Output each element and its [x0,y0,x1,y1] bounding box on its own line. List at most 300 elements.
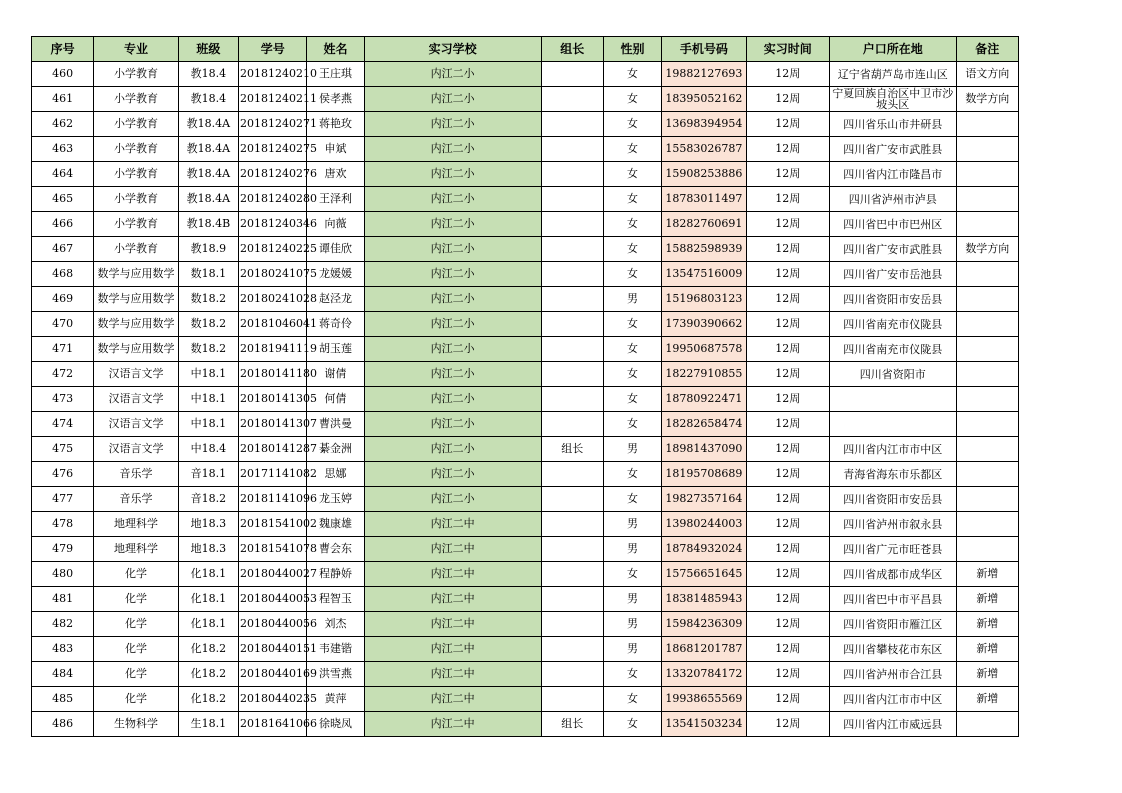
cell-student-id[interactable]: 20181240225 [239,237,307,262]
cell-name[interactable]: 刘杰 [307,612,364,637]
cell-student-id[interactable]: 20171141082 [239,462,307,487]
header-leader[interactable]: 组长 [541,37,603,62]
cell-hometown[interactable]: 四川省南充市仪陇县 [829,337,956,362]
cell-major[interactable]: 汉语言文学 [94,412,178,437]
cell-duration[interactable]: 12周 [746,262,829,287]
cell-notes[interactable] [956,262,1018,287]
cell-student-id[interactable]: 20181240280 [239,187,307,212]
cell-gender[interactable]: 女 [603,712,661,737]
cell-name[interactable]: 唐欢 [307,162,364,187]
header-gender[interactable]: 性别 [603,37,661,62]
cell-school[interactable]: 内江二小 [364,487,541,512]
cell-gender[interactable]: 女 [603,137,661,162]
cell-class[interactable]: 化18.1 [178,612,238,637]
header-index[interactable]: 序号 [32,37,94,62]
cell-gender[interactable]: 女 [603,662,661,687]
cell-name[interactable]: 谢倩 [307,362,364,387]
cell-leader[interactable] [541,412,603,437]
header-phone[interactable]: 手机号码 [662,37,746,62]
cell-leader[interactable] [541,312,603,337]
cell-student-id[interactable]: 20180241028 [239,287,307,312]
cell-leader[interactable] [541,612,603,637]
cell-gender[interactable]: 女 [603,187,661,212]
cell-phone[interactable]: 15756651645 [662,562,746,587]
cell-index[interactable]: 476 [32,462,94,487]
cell-student-id[interactable]: 20180440056 [239,612,307,637]
cell-phone[interactable]: 18784932024 [662,537,746,562]
cell-name[interactable]: 王庄琪 [307,62,364,87]
cell-leader[interactable] [541,487,603,512]
cell-school[interactable]: 内江二小 [364,62,541,87]
cell-hometown[interactable]: 辽宁省葫芦岛市连山区 [829,62,956,87]
cell-class[interactable]: 中18.1 [178,387,238,412]
cell-gender[interactable]: 女 [603,162,661,187]
cell-notes[interactable] [956,312,1018,337]
cell-class[interactable]: 数18.2 [178,287,238,312]
cell-student-id[interactable]: 20180440169 [239,662,307,687]
cell-phone[interactable]: 19938655569 [662,687,746,712]
cell-hometown[interactable]: 四川省巴中市平昌县 [829,587,956,612]
cell-hometown[interactable]: 四川省攀枝花市东区 [829,637,956,662]
cell-class[interactable]: 数18.1 [178,262,238,287]
cell-gender[interactable]: 女 [603,262,661,287]
cell-school[interactable]: 内江二中 [364,512,541,537]
cell-index[interactable]: 461 [32,87,94,112]
cell-index[interactable]: 485 [32,687,94,712]
cell-school[interactable]: 内江二中 [364,537,541,562]
cell-hometown[interactable]: 四川省广安市武胜县 [829,137,956,162]
cell-hometown[interactable]: 宁夏回族自治区中卫市沙坡头区 [829,87,956,112]
cell-name[interactable]: 洪雪燕 [307,662,364,687]
cell-major[interactable]: 数学与应用数学 [94,287,178,312]
cell-leader[interactable] [541,137,603,162]
cell-major[interactable]: 汉语言文学 [94,437,178,462]
cell-notes[interactable] [956,187,1018,212]
cell-name[interactable]: 曹洪曼 [307,412,364,437]
cell-index[interactable]: 473 [32,387,94,412]
cell-leader[interactable] [541,587,603,612]
cell-major[interactable]: 化学 [94,562,178,587]
cell-duration[interactable]: 12周 [746,462,829,487]
cell-school[interactable]: 内江二中 [364,562,541,587]
cell-leader[interactable] [541,512,603,537]
cell-leader[interactable] [541,662,603,687]
cell-class[interactable]: 中18.1 [178,412,238,437]
cell-student-id[interactable]: 20180141305 [239,387,307,412]
cell-class[interactable]: 数18.2 [178,337,238,362]
cell-class[interactable]: 教18.4A [178,112,238,137]
cell-major[interactable]: 汉语言文学 [94,362,178,387]
cell-major[interactable]: 数学与应用数学 [94,337,178,362]
cell-index[interactable]: 471 [32,337,94,362]
cell-hometown[interactable]: 四川省广安市岳池县 [829,262,956,287]
cell-hometown[interactable]: 四川省广元市旺苍县 [829,537,956,562]
cell-notes[interactable] [956,162,1018,187]
cell-school[interactable]: 内江二小 [364,187,541,212]
cell-name[interactable]: 向薇 [307,212,364,237]
cell-student-id[interactable]: 20181240275 [239,137,307,162]
cell-hometown[interactable]: 青海省海东市乐都区 [829,462,956,487]
cell-name[interactable]: 侯孝燕 [307,87,364,112]
cell-school[interactable]: 内江二中 [364,662,541,687]
cell-phone[interactable]: 18282658474 [662,412,746,437]
cell-name[interactable]: 龙媛媛 [307,262,364,287]
cell-student-id[interactable]: 20181541078 [239,537,307,562]
cell-name[interactable]: 程智玉 [307,587,364,612]
header-class[interactable]: 班级 [178,37,238,62]
cell-notes[interactable] [956,362,1018,387]
cell-school[interactable]: 内江二小 [364,387,541,412]
cell-index[interactable]: 462 [32,112,94,137]
cell-notes[interactable]: 新增 [956,687,1018,712]
cell-class[interactable]: 生18.1 [178,712,238,737]
cell-name[interactable]: 徐晓凤 [307,712,364,737]
cell-name[interactable]: 綦金洲 [307,437,364,462]
header-notes[interactable]: 备注 [956,37,1018,62]
cell-notes[interactable] [956,437,1018,462]
cell-duration[interactable]: 12周 [746,187,829,212]
cell-gender[interactable]: 男 [603,437,661,462]
cell-gender[interactable]: 男 [603,587,661,612]
cell-phone[interactable]: 18681201787 [662,637,746,662]
cell-leader[interactable] [541,187,603,212]
cell-notes[interactable] [956,512,1018,537]
cell-class[interactable]: 数18.2 [178,312,238,337]
cell-school[interactable]: 内江二小 [364,337,541,362]
cell-duration[interactable]: 12周 [746,237,829,262]
cell-student-id[interactable]: 20180440053 [239,587,307,612]
cell-name[interactable]: 韦建锴 [307,637,364,662]
cell-duration[interactable]: 12周 [746,662,829,687]
cell-hometown[interactable]: 四川省内江市隆昌市 [829,162,956,187]
cell-major[interactable]: 地理科学 [94,512,178,537]
cell-notes[interactable]: 新增 [956,612,1018,637]
cell-hometown[interactable]: 四川省资阳市安岳县 [829,287,956,312]
cell-phone[interactable]: 18282760691 [662,212,746,237]
cell-duration[interactable]: 12周 [746,687,829,712]
cell-duration[interactable]: 12周 [746,562,829,587]
cell-duration[interactable]: 12周 [746,112,829,137]
cell-school[interactable]: 内江二小 [364,287,541,312]
cell-leader[interactable] [541,62,603,87]
cell-duration[interactable]: 12周 [746,312,829,337]
cell-leader[interactable] [541,537,603,562]
cell-hometown[interactable]: 四川省内江市市中区 [829,437,956,462]
cell-name[interactable]: 蒋艳玫 [307,112,364,137]
cell-major[interactable]: 小学教育 [94,87,178,112]
cell-class[interactable]: 化18.1 [178,587,238,612]
cell-student-id[interactable]: 20180141180 [239,362,307,387]
cell-duration[interactable]: 12周 [746,637,829,662]
cell-index[interactable]: 465 [32,187,94,212]
cell-gender[interactable]: 女 [603,212,661,237]
cell-major[interactable]: 小学教育 [94,137,178,162]
cell-major[interactable]: 音乐学 [94,487,178,512]
cell-phone[interactable]: 18381485943 [662,587,746,612]
cell-major[interactable]: 地理科学 [94,537,178,562]
cell-gender[interactable]: 女 [603,412,661,437]
cell-notes[interactable]: 语文方向 [956,62,1018,87]
cell-student-id[interactable]: 20181141096 [239,487,307,512]
cell-class[interactable]: 教18.4A [178,137,238,162]
cell-notes[interactable] [956,287,1018,312]
header-student-id[interactable]: 学号 [239,37,307,62]
cell-student-id[interactable]: 20180141287 [239,437,307,462]
cell-duration[interactable]: 12周 [746,387,829,412]
cell-phone[interactable]: 15984236309 [662,612,746,637]
cell-hometown[interactable]: 四川省泸州市泸县 [829,187,956,212]
header-name[interactable]: 姓名 [307,37,364,62]
cell-hometown[interactable]: 四川省泸州市合江县 [829,662,956,687]
cell-hometown[interactable]: 四川省成都市成华区 [829,562,956,587]
cell-hometown[interactable]: 四川省资阳市 [829,362,956,387]
cell-phone[interactable]: 17390390662 [662,312,746,337]
cell-hometown[interactable]: 四川省内江市威远县 [829,712,956,737]
cell-gender[interactable]: 女 [603,237,661,262]
cell-major[interactable]: 数学与应用数学 [94,312,178,337]
cell-duration[interactable]: 12周 [746,212,829,237]
cell-phone[interactable]: 13320784172 [662,662,746,687]
cell-notes[interactable] [956,137,1018,162]
cell-leader[interactable] [541,262,603,287]
cell-index[interactable]: 481 [32,587,94,612]
cell-leader[interactable] [541,87,603,112]
cell-duration[interactable]: 12周 [746,87,829,112]
cell-student-id[interactable]: 20181240211 [239,87,307,112]
cell-gender[interactable]: 女 [603,562,661,587]
cell-duration[interactable]: 12周 [746,62,829,87]
cell-duration[interactable]: 12周 [746,512,829,537]
cell-student-id[interactable]: 20180440235 [239,687,307,712]
cell-major[interactable]: 小学教育 [94,62,178,87]
cell-name[interactable]: 谭佳欣 [307,237,364,262]
cell-class[interactable]: 音18.2 [178,487,238,512]
cell-leader[interactable] [541,337,603,362]
cell-duration[interactable]: 12周 [746,137,829,162]
cell-student-id[interactable]: 20181046041 [239,312,307,337]
cell-phone[interactable]: 13980244003 [662,512,746,537]
cell-leader[interactable] [541,687,603,712]
cell-duration[interactable]: 12周 [746,162,829,187]
cell-leader[interactable] [541,462,603,487]
cell-duration[interactable]: 12周 [746,287,829,312]
cell-major[interactable]: 生物科学 [94,712,178,737]
cell-gender[interactable]: 女 [603,337,661,362]
cell-phone[interactable]: 18981437090 [662,437,746,462]
cell-name[interactable]: 思娜 [307,462,364,487]
cell-leader[interactable] [541,162,603,187]
cell-student-id[interactable]: 20181941119 [239,337,307,362]
cell-school[interactable]: 内江二中 [364,587,541,612]
cell-hometown[interactable]: 四川省内江市市中区 [829,687,956,712]
cell-student-id[interactable]: 20181240210 [239,62,307,87]
cell-leader[interactable] [541,212,603,237]
cell-index[interactable]: 474 [32,412,94,437]
cell-major[interactable]: 化学 [94,662,178,687]
cell-index[interactable]: 478 [32,512,94,537]
cell-phone[interactable]: 15882598939 [662,237,746,262]
cell-notes[interactable] [956,212,1018,237]
cell-student-id[interactable]: 20181240346 [239,212,307,237]
cell-index[interactable]: 463 [32,137,94,162]
cell-notes[interactable]: 数学方向 [956,237,1018,262]
cell-major[interactable]: 化学 [94,637,178,662]
cell-notes[interactable]: 新增 [956,637,1018,662]
cell-school[interactable]: 内江二小 [364,137,541,162]
cell-major[interactable]: 小学教育 [94,212,178,237]
cell-duration[interactable]: 12周 [746,362,829,387]
cell-gender[interactable]: 女 [603,462,661,487]
cell-leader[interactable] [541,362,603,387]
cell-name[interactable]: 胡玉莲 [307,337,364,362]
cell-notes[interactable] [956,537,1018,562]
cell-index[interactable]: 483 [32,637,94,662]
cell-class[interactable]: 音18.1 [178,462,238,487]
cell-gender[interactable]: 女 [603,387,661,412]
cell-name[interactable]: 程静娇 [307,562,364,587]
cell-hometown[interactable]: 四川省乐山市井研县 [829,112,956,137]
cell-phone[interactable]: 19950687578 [662,337,746,362]
cell-hometown[interactable]: 四川省广安市武胜县 [829,237,956,262]
cell-student-id[interactable]: 20180241075 [239,262,307,287]
cell-phone[interactable]: 15908253886 [662,162,746,187]
cell-phone[interactable]: 18195708689 [662,462,746,487]
cell-index[interactable]: 467 [32,237,94,262]
cell-major[interactable]: 化学 [94,587,178,612]
cell-school[interactable]: 内江二中 [364,712,541,737]
cell-hometown[interactable]: 四川省泸州市叙永县 [829,512,956,537]
cell-student-id[interactable]: 20180440151 [239,637,307,662]
cell-class[interactable]: 教18.4A [178,187,238,212]
cell-duration[interactable]: 12周 [746,712,829,737]
cell-major[interactable]: 数学与应用数学 [94,262,178,287]
cell-notes[interactable]: 数学方向 [956,87,1018,112]
cell-notes[interactable]: 新增 [956,587,1018,612]
cell-school[interactable]: 内江二中 [364,637,541,662]
header-school[interactable]: 实习学校 [364,37,541,62]
cell-hometown[interactable]: 四川省南充市仪陇县 [829,312,956,337]
cell-class[interactable]: 教18.4 [178,62,238,87]
cell-phone[interactable]: 15583026787 [662,137,746,162]
cell-duration[interactable]: 12周 [746,412,829,437]
cell-notes[interactable] [956,462,1018,487]
cell-hometown[interactable]: 四川省资阳市安岳县 [829,487,956,512]
cell-index[interactable]: 475 [32,437,94,462]
cell-gender[interactable]: 女 [603,87,661,112]
cell-name[interactable]: 蒋奇伶 [307,312,364,337]
cell-duration[interactable]: 12周 [746,537,829,562]
cell-notes[interactable] [956,487,1018,512]
cell-duration[interactable]: 12周 [746,437,829,462]
cell-leader[interactable]: 组长 [541,437,603,462]
cell-notes[interactable]: 新增 [956,562,1018,587]
cell-index[interactable]: 470 [32,312,94,337]
cell-school[interactable]: 内江二小 [364,462,541,487]
cell-index[interactable]: 472 [32,362,94,387]
cell-hometown[interactable]: 四川省巴中市巴州区 [829,212,956,237]
cell-duration[interactable]: 12周 [746,337,829,362]
cell-school[interactable]: 内江二小 [364,212,541,237]
cell-major[interactable]: 小学教育 [94,162,178,187]
cell-leader[interactable] [541,112,603,137]
cell-leader[interactable]: 组长 [541,712,603,737]
cell-index[interactable]: 484 [32,662,94,687]
header-hometown[interactable]: 户口所在地 [829,37,956,62]
cell-phone[interactable]: 13547516009 [662,262,746,287]
cell-hometown[interactable] [829,412,956,437]
cell-duration[interactable]: 12周 [746,587,829,612]
cell-leader[interactable] [541,637,603,662]
cell-class[interactable]: 教18.4B [178,212,238,237]
cell-school[interactable]: 内江二小 [364,87,541,112]
cell-major[interactable]: 汉语言文学 [94,387,178,412]
cell-name[interactable]: 曹会东 [307,537,364,562]
cell-class[interactable]: 化18.2 [178,637,238,662]
cell-school[interactable]: 内江二小 [364,237,541,262]
cell-class[interactable]: 中18.1 [178,362,238,387]
cell-major[interactable]: 化学 [94,612,178,637]
cell-gender[interactable]: 女 [603,62,661,87]
cell-major[interactable]: 音乐学 [94,462,178,487]
cell-index[interactable]: 466 [32,212,94,237]
cell-gender[interactable]: 女 [603,112,661,137]
cell-major[interactable]: 化学 [94,687,178,712]
cell-school[interactable]: 内江二小 [364,162,541,187]
cell-name[interactable]: 何倩 [307,387,364,412]
cell-notes[interactable] [956,712,1018,737]
cell-phone[interactable]: 15196803123 [662,287,746,312]
cell-gender[interactable]: 男 [603,637,661,662]
cell-student-id[interactable]: 20180440027 [239,562,307,587]
cell-class[interactable]: 教18.9 [178,237,238,262]
cell-index[interactable]: 477 [32,487,94,512]
cell-gender[interactable]: 女 [603,312,661,337]
cell-notes[interactable] [956,337,1018,362]
cell-major[interactable]: 小学教育 [94,187,178,212]
cell-index[interactable]: 482 [32,612,94,637]
cell-notes[interactable] [956,412,1018,437]
cell-name[interactable]: 魏康雄 [307,512,364,537]
cell-index[interactable]: 479 [32,537,94,562]
cell-school[interactable]: 内江二小 [364,112,541,137]
cell-name[interactable]: 赵泾龙 [307,287,364,312]
cell-name[interactable]: 申斌 [307,137,364,162]
cell-duration[interactable]: 12周 [746,612,829,637]
cell-index[interactable]: 468 [32,262,94,287]
cell-major[interactable]: 小学教育 [94,112,178,137]
cell-class[interactable]: 中18.4 [178,437,238,462]
cell-phone[interactable]: 18780922471 [662,387,746,412]
cell-gender[interactable]: 男 [603,287,661,312]
cell-phone[interactable]: 18395052162 [662,87,746,112]
cell-student-id[interactable]: 20181541002 [239,512,307,537]
header-duration[interactable]: 实习时间 [746,37,829,62]
cell-notes[interactable]: 新增 [956,662,1018,687]
cell-notes[interactable] [956,112,1018,137]
cell-class[interactable]: 教18.4 [178,87,238,112]
cell-name[interactable]: 黄萍 [307,687,364,712]
cell-index[interactable]: 480 [32,562,94,587]
cell-major[interactable]: 小学教育 [94,237,178,262]
cell-gender[interactable]: 男 [603,512,661,537]
cell-gender[interactable]: 女 [603,687,661,712]
cell-student-id[interactable]: 20180141307 [239,412,307,437]
cell-hometown[interactable] [829,387,956,412]
cell-hometown[interactable]: 四川省资阳市雁江区 [829,612,956,637]
cell-index[interactable]: 486 [32,712,94,737]
cell-leader[interactable] [541,287,603,312]
cell-index[interactable]: 464 [32,162,94,187]
